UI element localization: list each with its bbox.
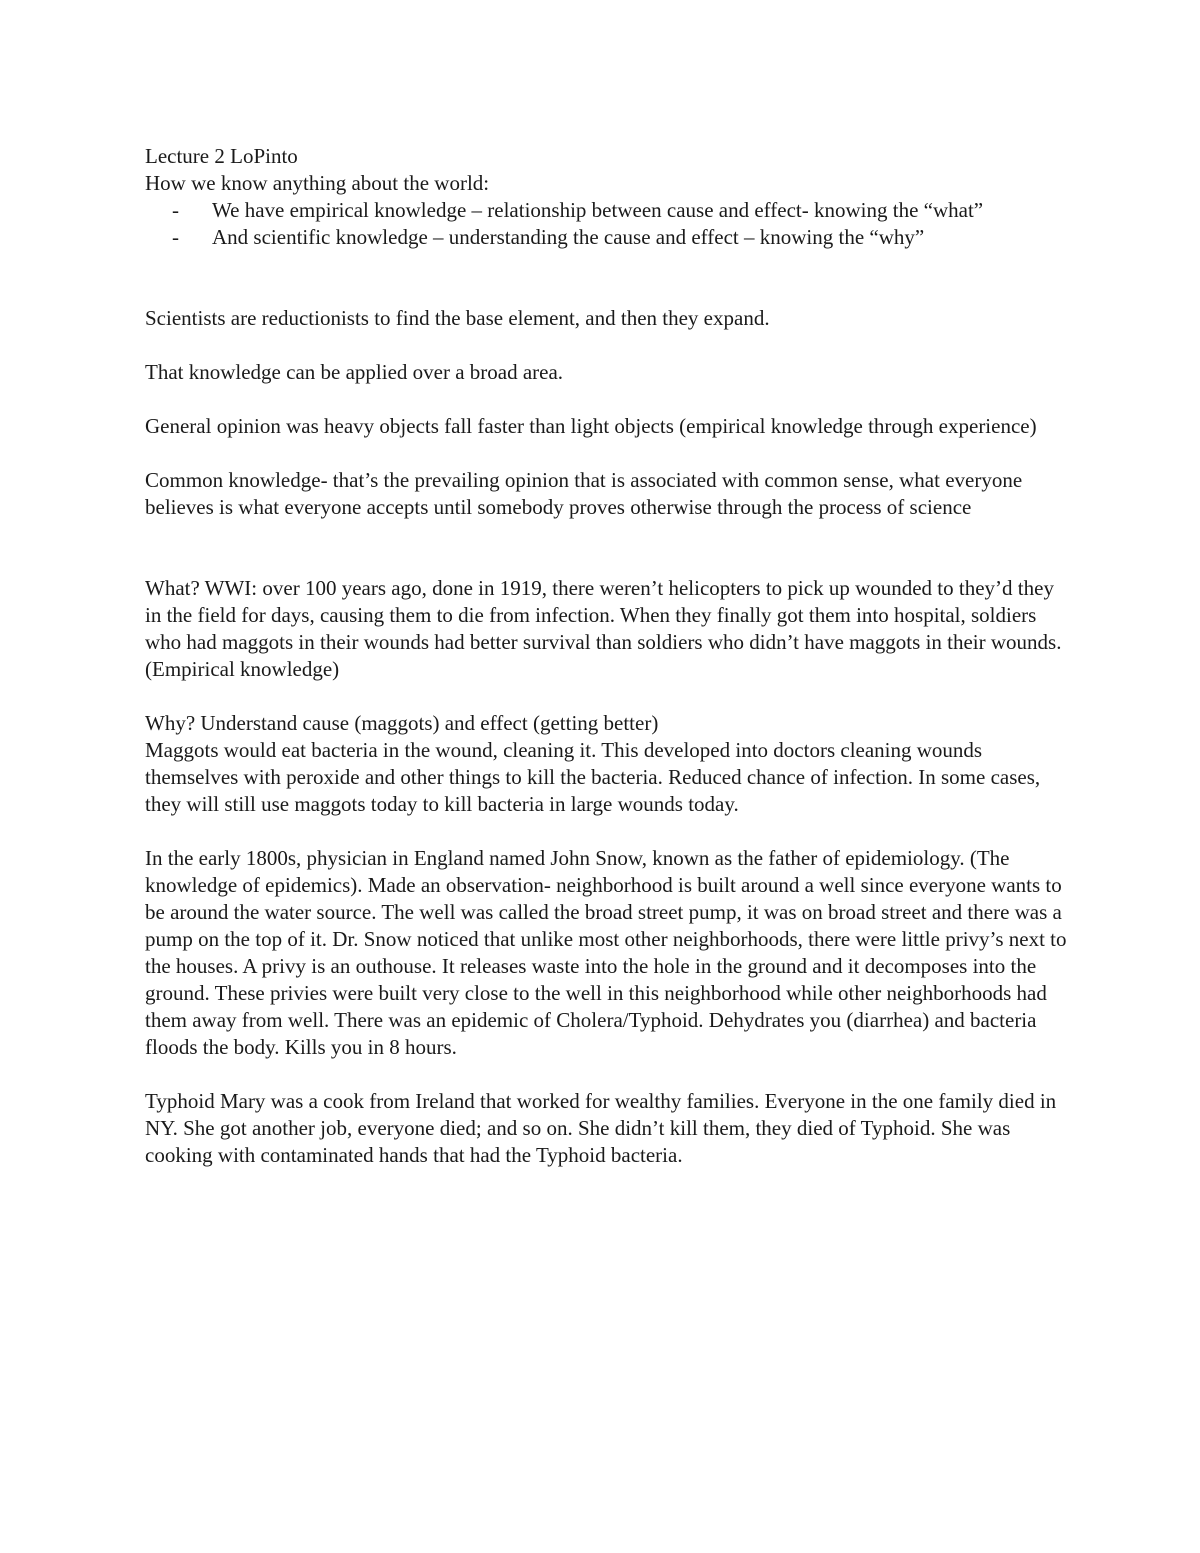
list-item-scientific	[145, 224, 1070, 251]
paragraph-why: Why? Understand cause (maggots) and effect (getting better)	[145, 711, 659, 735]
paragraph-common-knowledge: Common knowledge- that’s the prevailing opinion that is associated with common sense, what everyone believes is what everyone accepts until somebody proves otherwise through the process of science	[145, 468, 1023, 519]
paragraph-john-snow: In the early 1800s, physician in England named John Snow, known as the father of epidemiology. (The knowledge of epidemics). Made an observation- neighborhood is built around a well since everyone wants to be around the water source. The well was called the broad street pump, it was on broad street and there was a pump on the top of it. Dr. Snow noticed that unlike most other neighborhoods, there were little privy’s next to the houses. A privy is an outhouse. It releases waste into the hole in the ground and it decomposes into the ground. These privies were built very close to the well in this neighborhood while other neighborhoods had them away from well. There was an epidemic of Cholera/Typhoid. Dehydrates you (diarrhea) and bacteria floods the body. Kills you in 8 hours.	[145, 846, 1067, 1059]
paragraph-maggots: Maggots would eat bacteria in the wound, cleaning it. This developed into doctors cleaning wounds themselves with peroxide and other things to kill the bacteria. Reduced chance of infection. In some cases, they will still use maggots today to kill bacteria in large wounds today.	[145, 738, 1041, 816]
list-item-empirical	[145, 197, 1070, 224]
list-dash: -	[172, 225, 179, 249]
paragraph-typhoid-mary: Typhoid Mary was a cook from Ireland that worked for wealthy families. Everyone in the one family died in NY. She got another job, everyone died; and so on. She didn’t kill them, they died of Typhoid. She was cooking with contaminated hands that had the Typhoid bacteria.	[145, 1089, 1057, 1167]
paragraph-wwi: What? WWI: over 100 years ago, done in 1919, there weren’t helicopters to pick up wounded to they’d they in the field for days, causing them to die from infection. When they finally got them into hospital, soldiers who had maggots in their wounds had better survival than soldiers who didn’t have maggots in their wounds. (Empirical knowledge)	[145, 576, 1062, 681]
document-title: Lecture 2 LoPinto	[145, 144, 298, 168]
list-item-text: We have empirical knowledge – relationship between cause and effect- knowing the “what”	[212, 198, 984, 222]
paragraph-broad-area: That knowledge can be applied over a broad area.	[145, 360, 564, 384]
list-dash: -	[172, 198, 179, 222]
paragraph-reductionists: Scientists are reductionists to find the base element, and then they expand.	[145, 306, 770, 330]
list-item-text: And scientific knowledge – understanding the cause and effect – knowing the “why”	[212, 225, 925, 249]
document-page	[145, 143, 1070, 1169]
paragraph-general-opinion: General opinion was heavy objects fall faster than light objects (empirical knowledge through experience)	[145, 414, 1037, 438]
knowledge-list	[145, 197, 1070, 251]
intro-line: How we know anything about the world:	[145, 171, 490, 195]
